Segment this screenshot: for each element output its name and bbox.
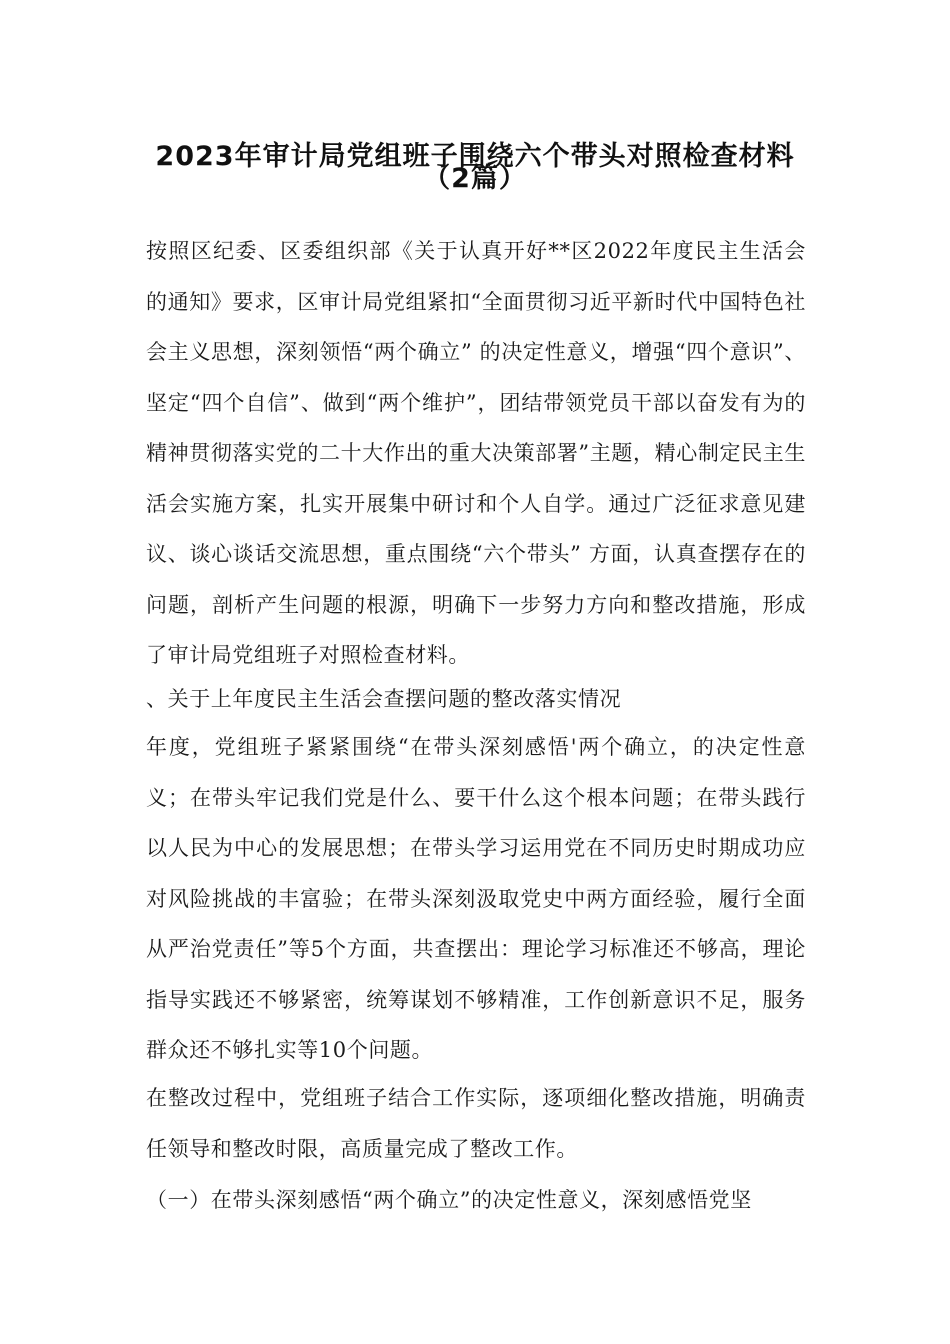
paragraph-intro: 按照区纪委、区委组织部《关于认真开好**区2022年度民主生活会的通知》要求，区审计局党组紧扣“全面贯彻习近平新时代中国特色社会主义思想，深刻领悟“两个确立” 的决定性意义，增强“四个意识”、坚定“四个自信”、做到“两个维护”，团结带领党员干部以奋发有为的精神贯彻落实党的二十大作出的重大决策部署”主题，精心制定民主生活会实施方案，扎实开展集中研讨和个人自学。通过广泛征求意见建议、谈心谈话交流思想，重点围绕“六个带头” 方面，认真查摆存在的问题，剖析产生问题的根源，明确下一步努力方向和整改措施，形成了审计局党组班子对照检查材料。: [146, 239, 806, 667]
document-title-subtitle: （2篇）: [423, 163, 527, 194]
document-title: 2023年审计局党组班子围绕六个带头对照检查材料: [155, 141, 795, 172]
paragraph-last-year-review: 年度，党组班子紧紧围绕“在带头深刻感悟'两个确立，的决定性意义；在带头牢记我们党是什么、要干什么这个根本问题；在带头践行以人民为中心的发展思想；在带头学习运用党在不同历史时期成功应对风险挑战的丰富验；在带头深刻汲取党史中两方面经验，履行全面从严治党责任”等5个方面，共查摆出：理论学习标准还不够高，理论指导实践还不够紧密，统筹谋划不够精准，工作创新意识不足，服务群众还不够扎实等10个问题。: [146, 735, 806, 1062]
paragraph-rectification: 在整改过程中，党组班子结合工作实际，逐项细化整改措施，明确责任领导和整改时限，高质量完成了整改工作。: [146, 1086, 806, 1161]
subsection-heading: （一）在带头深刻感悟“两个确立”的决定性意义，深刻感悟党坚: [146, 1188, 752, 1212]
section-heading: 、关于上年度民主生活会查摆问题的整改落实情况: [146, 687, 622, 711]
